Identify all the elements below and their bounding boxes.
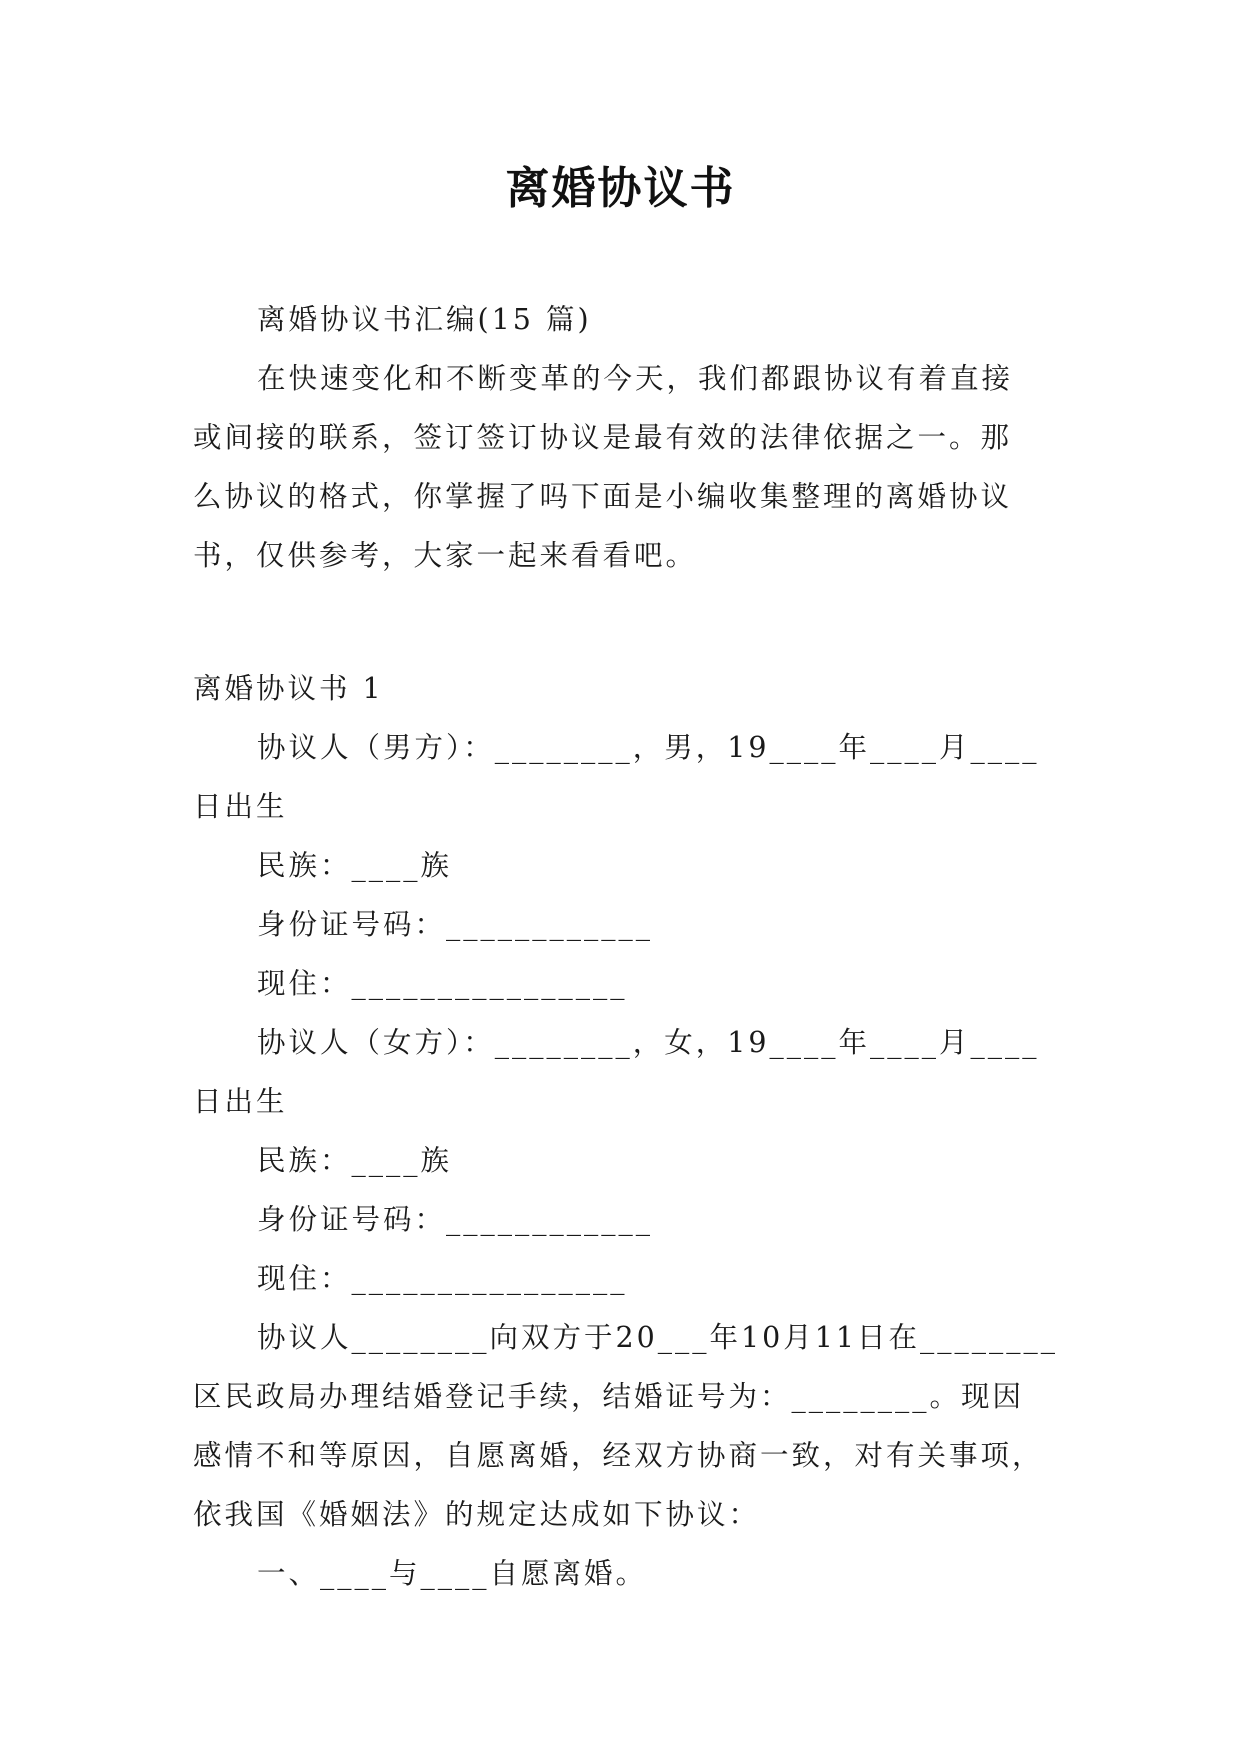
male-birth-line: 日出生: [193, 790, 288, 823]
agreement-line: 感情不和等原因，自愿离婚，经双方协商一致，对有关事项，: [193, 1439, 1044, 1472]
male-party-line: 协议人（男方）：________，男，19____年____月____: [257, 731, 1040, 764]
clause-1: 一、____与____自愿离婚。: [257, 1557, 648, 1590]
female-address: 现住：________________: [257, 1262, 628, 1295]
female-id-number: 身份证号码：____________: [257, 1203, 654, 1236]
agreement-line: 依我国《婚姻法》的规定达成如下协议：: [193, 1498, 761, 1531]
document-title: 离婚协议书: [505, 163, 736, 214]
agreement-line: 区民政局办理结婚登记手续，结婚证号为：________。现因: [193, 1380, 1025, 1413]
agreement-line: 协议人________向双方于20___年10月11日在________: [257, 1321, 1059, 1354]
male-address: 现住：________________: [257, 967, 628, 1000]
male-ethnicity: 民族：____族: [257, 849, 453, 882]
intro-line: 么协议的格式，你掌握了吗下面是小编收集整理的离婚协议: [193, 480, 1013, 513]
intro-line: 或间接的联系，签订签订协议是最有效的法律依据之一。那: [193, 421, 1013, 454]
document-subtitle: 离婚协议书汇编(15 篇): [257, 303, 592, 336]
female-party-line: 协议人（女方）：________，女，19____年____月____: [257, 1026, 1040, 1059]
paragraph-gap: [193, 585, 1048, 659]
intro-line: 在快速变化和不断变革的今天，我们都跟协议有着直接: [257, 362, 1014, 395]
document-body: [193, 290, 1059, 1603]
female-ethnicity: 民族：____族: [257, 1144, 453, 1177]
section-heading: 离婚协议书 1: [193, 672, 384, 705]
female-birth-line: 日出生: [193, 1085, 288, 1118]
intro-line: 书，仅供参考，大家一起来看看吧。: [193, 539, 698, 572]
male-id-number: 身份证号码：____________: [257, 908, 654, 941]
